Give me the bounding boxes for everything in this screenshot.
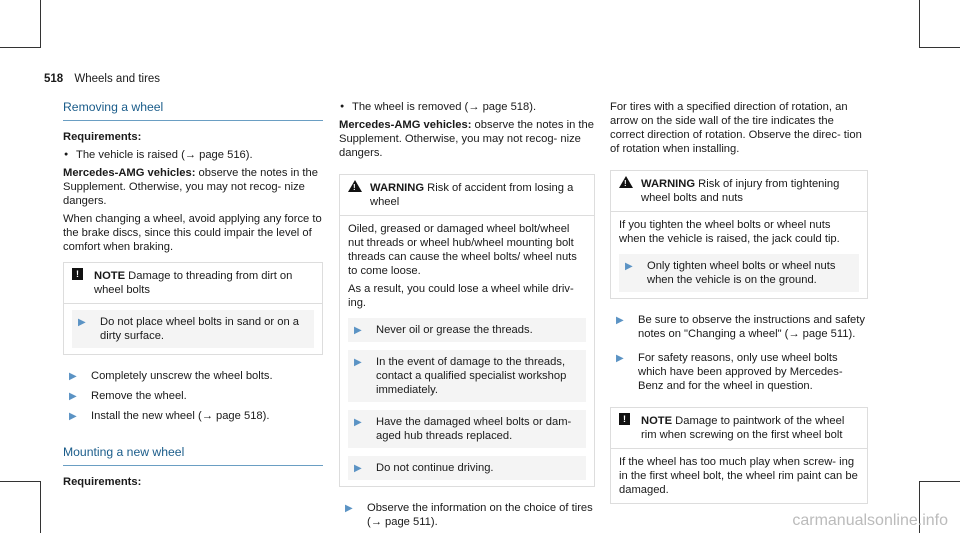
step-item: ▶ Remove the wheel. [69, 390, 187, 402]
arrow-icon: ▶ [345, 503, 353, 514]
amg-label: Mercedes-AMG vehicles: [339, 119, 472, 131]
crop-mark [0, 47, 41, 48]
paragraph: For tires with a specified direction of rotation, an arrow on the side wall of the tire indicates the correct direction of rotation. Observe the direc- tion of rotation when installing. [610, 101, 862, 155]
arrow-icon: ▶ [625, 261, 633, 272]
arrow-icon: ▶ [354, 325, 362, 336]
note-header [64, 263, 322, 303]
crop-mark [40, 0, 41, 47]
warning-step: ▶ Do not continue driving. [354, 462, 494, 474]
amg-text: observe the notes in the Supplement. Otherwise, you may not recog- nize dangers. [63, 167, 318, 207]
note-step-box [72, 310, 314, 348]
note-step: ▶ Do not place wheel bolts in sand or on a dirty surface. [78, 316, 300, 342]
amg-label: Mercedes-AMG vehicles: [63, 167, 196, 179]
arrow-icon: ▶ [69, 391, 77, 402]
crop-mark [919, 0, 920, 47]
note-title: Damage to paintwork of the wheel rim when screwing on the first wheel bolt [641, 415, 845, 441]
warning-step: ▶ Never oil or grease the threads. [354, 324, 533, 336]
warning-text: Oiled, greased or damaged wheel bolt/wheel nut threads or wheel hub/wheel mounting bolt threads can cause the wheel bolts/ wheel nuts to come loose. [348, 223, 577, 277]
column-3 [610, 100, 868, 504]
step-item: ▶ For safety reasons, only use wheel bolts which have been approved by Mercedes- Benz and for the wheel in question. [616, 352, 843, 392]
requirement-item: ● The wheel is removed (→ page 518). [339, 100, 595, 114]
requirements-label: Requirements: [63, 476, 142, 488]
note-label: NOTE [641, 415, 673, 427]
section-heading: Removing a wheel [63, 100, 323, 121]
warning-step-box [619, 254, 859, 292]
crop-mark [919, 481, 960, 482]
note-box [610, 407, 868, 504]
section-heading: Mounting a new wheel [63, 445, 323, 466]
warning-header [340, 175, 594, 216]
amg-text: observe the notes in the Supplement. Otherwise, you may not recog- nize dangers. [339, 119, 594, 159]
requirement-item: ● The vehicle is raised (→ page 516). [63, 148, 323, 162]
warning-box [339, 174, 595, 487]
warning-text: If you tighten the wheel bolts or wheel nuts when the vehicle is raised, the jack could tip. [619, 219, 840, 245]
page-number: 518 [44, 73, 64, 85]
warning-title: Risk of accident from losing a wheel [370, 182, 574, 208]
warning-step-box [348, 350, 586, 402]
note-body [611, 449, 867, 503]
arrow-icon: ▶ [616, 315, 624, 326]
arrow-icon: ▶ [69, 411, 77, 422]
arrow-icon: ▶ [616, 353, 624, 364]
crop-mark [0, 481, 41, 482]
warning-title: Risk of injury from tightening wheel bolts and nuts [641, 178, 840, 204]
note-box [63, 262, 323, 355]
arrow-icon: ▶ [78, 317, 86, 328]
warning-header [611, 171, 867, 212]
crop-mark [919, 47, 960, 48]
arrow-icon: ▶ [354, 463, 362, 474]
warning-text: As a result, you could lose a wheel while driv- ing. [348, 283, 574, 309]
warning-box [610, 170, 868, 299]
step-item: ▶ Be sure to observe the instructions and safety notes on "Changing a wheel" (→ page 511). [616, 314, 865, 340]
warning-label: WARNING [370, 182, 425, 194]
warning-label: WARNING [641, 178, 696, 190]
warning-step: ▶ Only tighten wheel bolts or wheel nuts when the vehicle is on the ground. [625, 260, 836, 286]
crop-mark [40, 481, 41, 533]
requirements-label: Requirements: [63, 131, 142, 143]
warning-step-box [348, 318, 586, 342]
step-item: ▶ Completely unscrew the wheel bolts. [69, 370, 273, 382]
section-title: Wheels and tires [74, 73, 161, 85]
note-icon: ! [72, 268, 83, 280]
note-icon: ! [619, 413, 630, 425]
arrow-icon: ▶ [69, 371, 77, 382]
column-2 [339, 100, 595, 529]
page-header [44, 73, 160, 85]
warning-body [340, 216, 594, 486]
note-header [611, 408, 867, 449]
arrow-icon: ▶ [354, 357, 362, 368]
warning-step-box [348, 410, 586, 448]
amg-note [339, 118, 595, 160]
note-label: NOTE [94, 270, 126, 282]
warning-step: ▶ Have the damaged wheel bolts or dam- aged hub threads replaced. [354, 416, 572, 442]
watermark: carmanualsonline.info [792, 512, 948, 529]
warning-icon [619, 176, 633, 192]
column-1 [63, 100, 323, 489]
step-item: ▶ Observe the information on the choice of tires (→ page 511). [345, 502, 593, 528]
amg-note [63, 166, 323, 208]
note-title: Damage to threading from dirt on wheel bolts [94, 270, 293, 296]
step-item: ▶ Install the new wheel (→ page 518). [69, 410, 270, 422]
warning-step: ▶ In the event of damage to the threads, contact a qualified specialist workshop immediately. [354, 356, 567, 396]
note-body [64, 303, 322, 354]
warning-body [611, 212, 867, 298]
warning-icon [348, 180, 362, 196]
paragraph: When changing a wheel, avoid applying any force to the brake discs, since this could impair the level of comfort when braking. [63, 213, 322, 253]
arrow-icon: ▶ [354, 417, 362, 428]
note-text: If the wheel has too much play when screw- ing in the first wheel bolt, the wheel rim paint can be damaged. [619, 456, 858, 496]
warning-step-box [348, 456, 586, 480]
